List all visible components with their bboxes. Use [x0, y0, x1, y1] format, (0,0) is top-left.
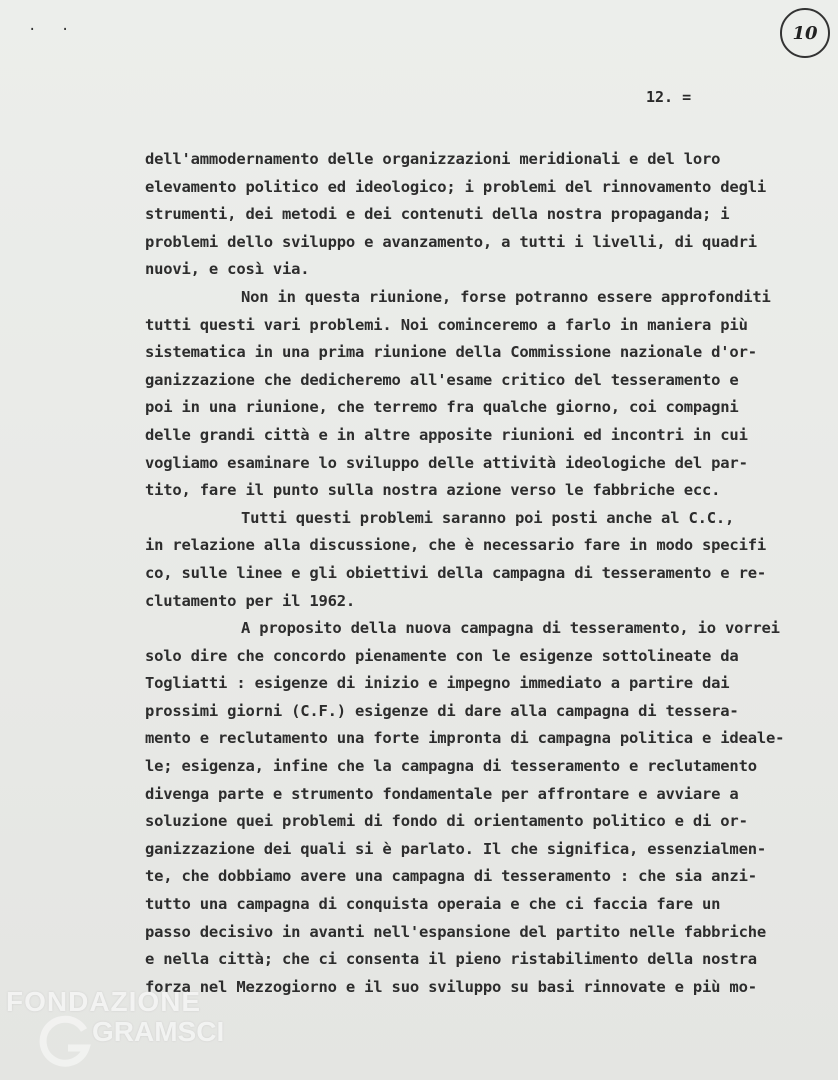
text-line: sistematica in una prima riunione della Commissione nazionale d'or-: [145, 343, 757, 362]
text-line: e nella città; che ci consenta il pieno ristabilimento della nostra: [145, 950, 757, 969]
watermark-line-2: GRAMSCI: [92, 1016, 225, 1047]
page-number: 12. =: [646, 88, 692, 106]
text-line: Non in questa riunione, forse potranno essere approfonditi: [241, 287, 771, 306]
watermark-g-icon: [36, 1012, 96, 1072]
watermark-line-1: FONDAZIONE: [6, 986, 202, 1017]
text-line: Tutti questi problemi saranno poi posti anche al C.C.,: [241, 508, 735, 527]
text-line: problemi dello sviluppo e avanzamento, a tutti i livelli, di quadri: [145, 232, 757, 251]
typed-text-body: [145, 146, 825, 1001]
text-line: clutamento per il 1962.: [145, 591, 356, 610]
text-line: Togliatti : esigenze di inizio e impegno immediato a partire dai: [145, 674, 730, 693]
text-line: soluzione quei problemi di fondo di orientamento politico e di or-: [145, 812, 748, 831]
text-line: prossimi giorni (C.F.) esigenze di dare alla campagna di tessera-: [145, 701, 739, 720]
text-line: tito, fare il punto sulla nostra azione verso le fabbriche ecc.: [145, 481, 721, 500]
text-line: dell'ammodernamento delle organizzazioni meridionali e del loro: [145, 150, 721, 168]
text-line: forza nel Mezzogiorno e il suo sviluppo su basi rinnovate e più mo-: [145, 977, 757, 996]
top-marks: . .: [28, 18, 78, 34]
text-line: poi in una riunione, che terremo fra qualche giorno, coi compagni: [145, 398, 739, 417]
text-line: mento e reclutamento una forte impronta di campagna politica e ideale-: [145, 729, 785, 748]
text-line: elevamento politico ed ideologico; i problemi del rinnovamento degli: [145, 177, 766, 196]
text-line: divenga parte e strumento fondamentale per affrontare e avviare a: [145, 784, 739, 803]
text-line: le; esigenza, infine che la campagna di tesseramento e reclutamento: [145, 757, 757, 776]
text-line: delle grandi città e in altre apposite riunioni ed incontri in cui: [145, 425, 748, 444]
text-line: tutto una campagna di conquista operaia e che ci faccia fare un: [145, 895, 721, 914]
text-line: te, che dobbiamo avere una campagna di tesseramento : che sia anzi-: [145, 867, 757, 886]
text-line: strumenti, dei metodi e dei contenuti della nostra propaganda; i: [145, 205, 730, 224]
text-line: co, sulle linee e gli obiettivi della campagna di tesseramento e re-: [145, 563, 766, 582]
text-line: solo dire che concordo pienamente con le esigenze sottolineate da: [145, 646, 739, 665]
text-line: tutti questi vari problemi. Noi cominceremo a farlo in maniera più: [145, 315, 748, 334]
text-line: A proposito della nuova campagna di tesseramento, io vorrei: [241, 619, 780, 638]
archive-stamp: 10: [780, 8, 830, 58]
text-line: vogliamo esaminare lo sviluppo delle attività ideologiche del par-: [145, 453, 748, 472]
text-line: ganizzazione che dedicheremo all'esame critico del tesseramento e: [145, 370, 739, 389]
text-line: in relazione alla discussione, che è necessario fare in modo specifi: [145, 536, 766, 555]
text-line: nuovi, e così via.: [145, 260, 310, 279]
text-line: ganizzazione dei quali si è parlato. Il che significa, essenzialmen-: [145, 839, 766, 858]
text-line: passo decisivo in avanti nell'espansione del partito nelle fabbriche: [145, 922, 766, 941]
